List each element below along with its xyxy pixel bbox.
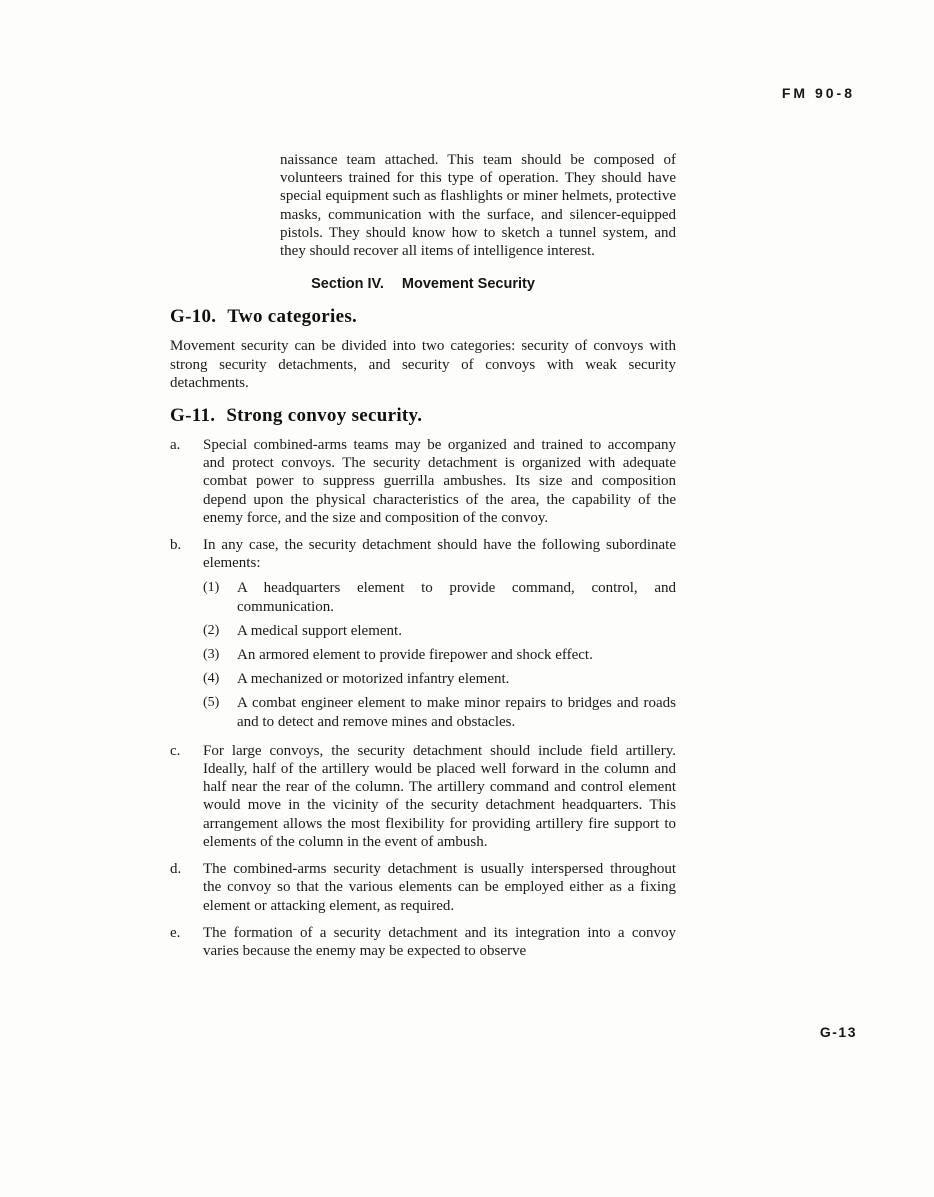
sublist-item-text: A medical support element.: [237, 622, 402, 639]
page-header: [782, 84, 855, 102]
list-item-d: [170, 860, 676, 915]
list-item-text: For large convoys, the security detachment should include field artillery. Ideally, half of the artillery would be placed well forward in the column and half near the rear of the column. The artillery command and control element would move in the vicinity of the security detachment headquarters. This arrangement allows the most flexibility for providing artillery fire support to elements of the column in the event of ambush.: [203, 742, 676, 850]
list-item-a: [170, 436, 676, 527]
paragraph-g10: Movement security can be divided into two categories: security of convoys with strong security detachments, and security of convoys with weak security detachments.: [170, 338, 676, 391]
manual-number: FM 90-8: [781, 85, 855, 101]
list-item-label: e.: [170, 924, 181, 941]
section-label: Section IV.: [311, 276, 384, 293]
sublist-item-2: [203, 622, 676, 640]
sublist-item-label: (5): [203, 695, 220, 711]
sublist-item-label: (1): [203, 580, 220, 596]
heading-g10-number: G-10.: [170, 306, 217, 328]
heading-g10: [170, 306, 676, 328]
sublist-item-label: (2): [203, 622, 220, 638]
page-number: G-13: [819, 1024, 857, 1040]
list-item-e: [170, 924, 676, 960]
list-item-label: c.: [170, 742, 181, 759]
sublist-item-3: [203, 646, 676, 664]
sublist-item-label: (3): [203, 647, 220, 663]
sublist-item-4: [203, 670, 676, 688]
list-item-b: [170, 536, 676, 572]
sublist-item-text: A headquarters element to provide command, control, and communication.: [237, 580, 676, 615]
list-item-label: d.: [170, 861, 182, 878]
list-item-text: The formation of a security detachment and its integration into a convoy varies because the enemy may be expected to observe: [203, 924, 676, 959]
sublist-b: [203, 579, 676, 730]
sublist-item-text: A mechanized or motorized infantry element.: [237, 671, 510, 688]
heading-g10-title: Two categories.: [227, 306, 358, 328]
section-title: Movement Security: [401, 276, 535, 293]
page-footer: [820, 1023, 857, 1041]
heading-g11-title: Strong convoy security.: [226, 405, 423, 427]
list-item-text: The combined-arms security detachment is usually interspersed throughout the convoy so that the various elements can be employed either as a fixing element or attacking element, as required.: [203, 861, 676, 914]
list-item-text: In any case, the security detachment should have the following subordinate elements:: [203, 537, 676, 572]
list-item-label: a.: [170, 437, 181, 454]
continued-paragraph: naissance team attached. This team should be composed of volunteers trained for this type of operation. They should have special equipment such as flashlights or miner helmets, protective masks, communication with the surface, and silencer-equipped pistols. They should know how to sketch a tunnel system, and they should recover all items of intelligence interest.: [280, 152, 676, 260]
heading-g11-number: G-11.: [170, 405, 216, 427]
sublist-item-label: (4): [203, 671, 220, 687]
list-item-text: Special combined-arms teams may be organized and trained to accompany and protect convoys. The security detachment is organized with adequate combat power to suppress guerrilla ambushes. Its size and composition depend upon the physical characteristics of the area, the capability of the enemy force, and the size and composition of the convoy.: [203, 437, 676, 526]
sublist-item-5: [203, 694, 676, 730]
list-item-c: [170, 742, 676, 851]
sublist-item-1: [203, 579, 676, 615]
page-content: [170, 151, 676, 969]
list-item-label: b.: [170, 537, 182, 554]
section-heading: [170, 275, 676, 293]
heading-g11: [170, 405, 676, 427]
sublist-item-text: A combat engineer element to make minor repairs to bridges and roads and to detect and remove mines and obstacles.: [237, 695, 676, 730]
sublist-item-text: An armored element to provide firepower and shock effect.: [237, 647, 593, 664]
